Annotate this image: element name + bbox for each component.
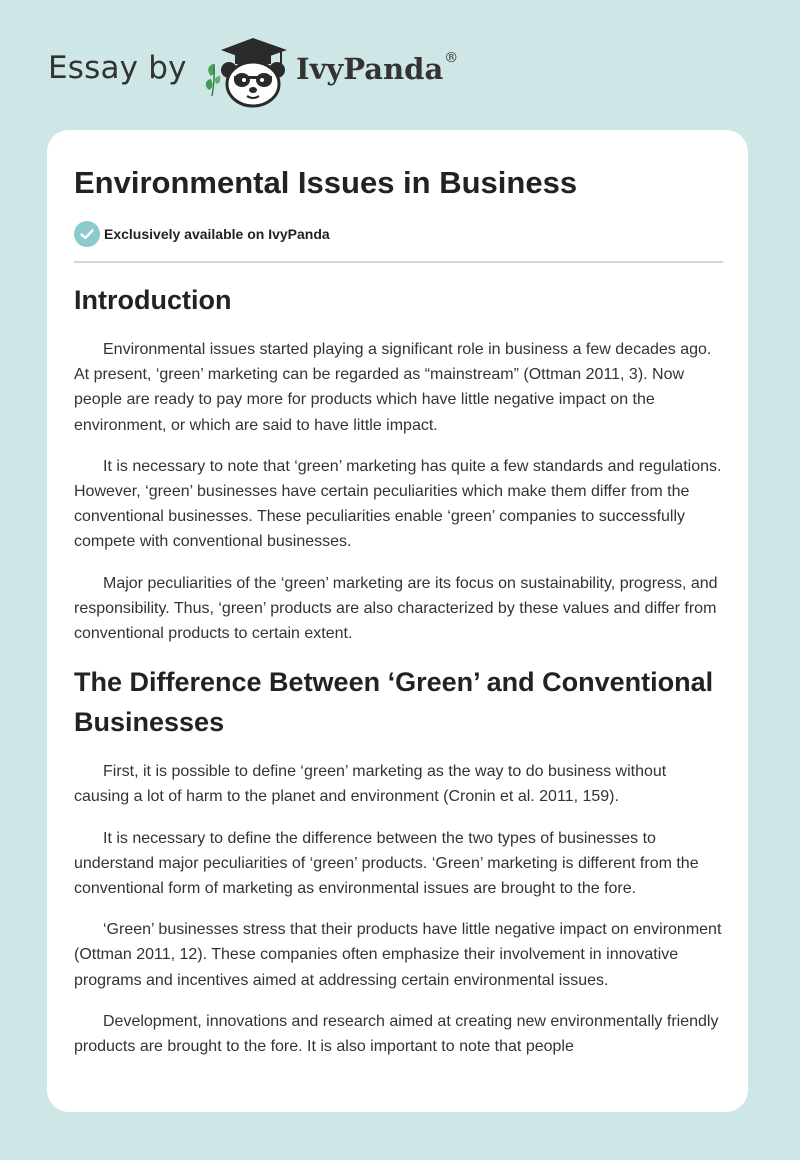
section-heading-difference: The Difference Between ‘Green’ and Conventional Businesses <box>74 667 714 738</box>
paragraph: It is necessary to note that ‘green’ marketing has quite a few standards and regulations. However, ‘green’ businesses have certain peculiarities which make them differ from the conventional businesses. These peculiarities enable ‘green’ companies to successfully compete with conventional businesses. <box>74 457 722 551</box>
page-title: Environmental Issues in Business <box>74 165 578 200</box>
panda-graduate-icon[interactable] <box>203 34 293 108</box>
section-heading-introduction: Introduction <box>74 285 232 315</box>
essay-card <box>47 130 748 1112</box>
brand-prefix: Essay by <box>48 50 187 86</box>
essay-body <box>74 280 723 1075</box>
divider <box>74 261 723 263</box>
brand-header <box>48 34 508 106</box>
paragraph: Development, innovations and research aimed at creating new environmentally friendly products are brought to the fore. It is also important to note that people <box>74 1012 719 1056</box>
paragraph: Major peculiarities of the ‘green’ marketing are its focus on sustainability, progress, and responsibility. Thus, ‘green’ products are also characterized by these values and differ from conventional products to certain extent. <box>74 574 718 643</box>
paragraph: ‘Green’ businesses stress that their products have little negative impact on environment (Ottman 2011, 12). These companies often emphasize their involvement in innovative programs and incentives aimed at addressing certain environmental issues. <box>74 921 722 989</box>
paragraph: Environmental issues started playing a significant role in business a few decades ago. At present, ‘green’ marketing can be regarded as “mainstream” (Ottman 2011, 3). Now people are ready to pay more for products which have little negative impact on the environment, or which are said to have little impact. <box>74 341 712 434</box>
paragraph: First, it is possible to define ‘green’ marketing as the way to do business without causing a lot of harm to the planet and environment (Cronin et al. 2011, 159). <box>74 763 667 806</box>
trademark-symbol: ® <box>444 50 459 66</box>
exclusive-badge <box>74 221 330 247</box>
badge-text: Exclusively available on IvyPanda <box>104 226 330 242</box>
paragraph: It is necessary to define the difference between the two types of businesses to understand major peculiarities of ‘green’ products. ‘Green’ marketing is different from the conventional form of marketing as environmental issues are brought to the fore. <box>74 829 699 898</box>
brand-name[interactable] <box>296 52 458 86</box>
check-circle-icon <box>74 221 100 247</box>
brand-name-text: IvyPanda <box>296 52 444 86</box>
